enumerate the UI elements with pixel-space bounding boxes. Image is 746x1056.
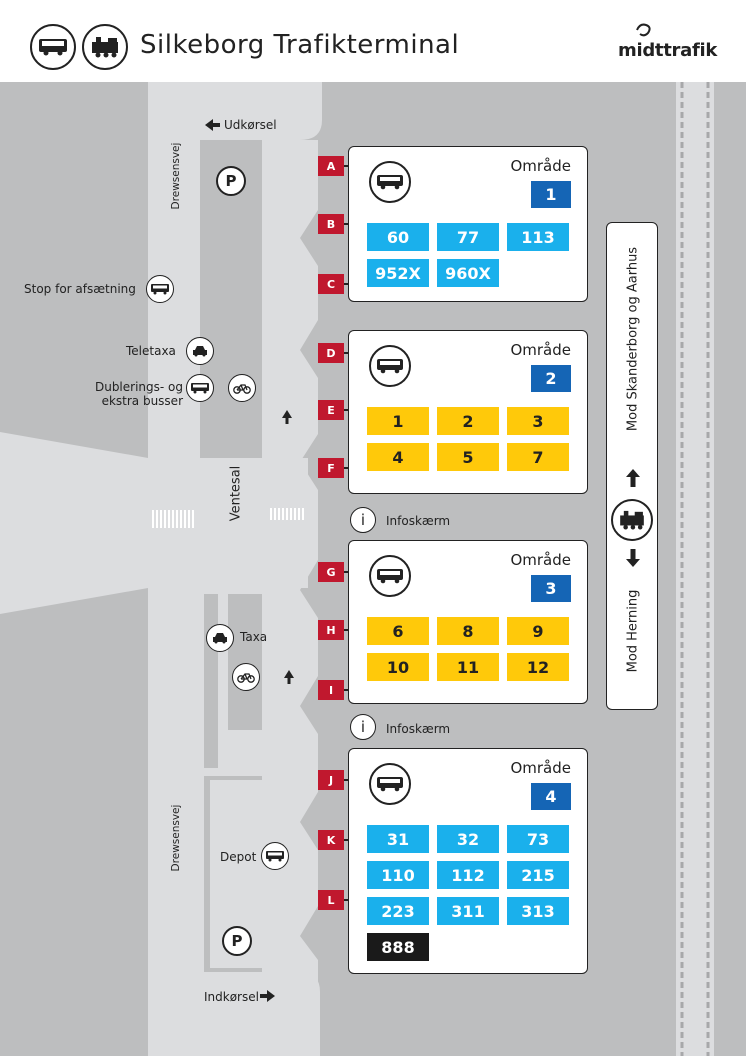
stop-f: F xyxy=(318,458,344,478)
taxi-icon xyxy=(206,624,234,652)
bus-icon xyxy=(146,275,174,303)
direction-north-label: Mod Skanderborg og Aarhus xyxy=(625,246,641,432)
midttrafik-logo-icon xyxy=(634,22,654,38)
info-screen-label: Infoskærm xyxy=(386,722,451,736)
bus-icon xyxy=(369,161,411,203)
train-icon xyxy=(611,499,653,541)
area-panel-4 xyxy=(348,748,588,974)
waiting-hall-label: Ventesal xyxy=(228,465,244,522)
route-4: 4 xyxy=(367,443,429,471)
route-5: 5 xyxy=(437,443,499,471)
route-12: 12 xyxy=(507,653,569,681)
route-60: 60 xyxy=(367,223,429,251)
route-313: 313 xyxy=(507,897,569,925)
route-73: 73 xyxy=(507,825,569,853)
teletaxa-label: Teletaxa xyxy=(126,344,176,358)
exit-label: Udkørsel xyxy=(224,118,277,132)
direction-south-label: Mod Herning xyxy=(625,589,641,673)
route-112: 112 xyxy=(437,861,499,889)
info-icon: i xyxy=(350,714,376,740)
stop-b: B xyxy=(318,214,344,234)
bus-icon xyxy=(30,24,76,70)
route-32: 32 xyxy=(437,825,499,853)
stop-c: C xyxy=(318,274,344,294)
train-icon xyxy=(82,24,128,70)
bus-icon xyxy=(369,345,411,387)
stop-d: D xyxy=(318,343,344,363)
info-screen-label: Infoskærm xyxy=(386,514,451,528)
entry-label: Indkørsel xyxy=(204,990,259,1004)
route-110: 110 xyxy=(367,861,429,889)
stop-a: A xyxy=(318,156,344,176)
stop-i: I xyxy=(318,680,344,700)
parking-icon: P xyxy=(216,166,246,196)
area-label: Område xyxy=(510,157,571,175)
route-311: 311 xyxy=(437,897,499,925)
route-960x: 960X xyxy=(437,259,499,287)
stop-e: E xyxy=(318,400,344,420)
route-2: 2 xyxy=(437,407,499,435)
stop-h: H xyxy=(318,620,344,640)
route-952x: 952X xyxy=(367,259,429,287)
route-888: 888 xyxy=(367,933,429,961)
depot-label: Depot xyxy=(220,850,257,864)
route-77: 77 xyxy=(437,223,499,251)
taxi-icon xyxy=(186,337,214,365)
bus-icon xyxy=(261,842,289,870)
area-label: Område xyxy=(510,551,571,569)
stop-j: J xyxy=(318,770,344,790)
dropoff-label: Stop for afsætning xyxy=(24,282,136,296)
area-number: 4 xyxy=(531,783,571,810)
route-11: 11 xyxy=(437,653,499,681)
area-label: Område xyxy=(510,341,571,359)
area-number: 3 xyxy=(531,575,571,602)
route-6: 6 xyxy=(367,617,429,645)
area-number: 1 xyxy=(531,181,571,208)
bicycle-icon xyxy=(232,663,260,691)
parking-icon: P xyxy=(222,926,252,956)
route-3: 3 xyxy=(507,407,569,435)
down-arrow-icon xyxy=(625,549,641,567)
area-panel-1 xyxy=(348,146,588,302)
stop-g: G xyxy=(318,562,344,582)
route-7: 7 xyxy=(507,443,569,471)
area-panel-2 xyxy=(348,330,588,494)
taxa-label: Taxa xyxy=(240,630,268,644)
stop-k: K xyxy=(318,830,344,850)
train-direction-box xyxy=(606,222,658,710)
up-arrow-icon xyxy=(625,469,641,487)
route-215: 215 xyxy=(507,861,569,889)
area-label: Område xyxy=(510,759,571,777)
info-icon: i xyxy=(350,507,376,533)
street-label-top: Drewsensvej xyxy=(170,142,182,210)
stop-l: L xyxy=(318,890,344,910)
route-113: 113 xyxy=(507,223,569,251)
bicycle-icon xyxy=(228,374,256,402)
route-1: 1 xyxy=(367,407,429,435)
logo: midttrafik xyxy=(618,40,718,61)
area-panel-3 xyxy=(348,540,588,704)
extra-buses-label: Dublerings- og ekstra busser xyxy=(94,380,183,408)
page-title: Silkeborg Trafikterminal xyxy=(140,30,460,60)
bus-icon xyxy=(369,763,411,805)
route-223: 223 xyxy=(367,897,429,925)
route-8: 8 xyxy=(437,617,499,645)
bus-icon xyxy=(186,374,214,402)
route-9: 9 xyxy=(507,617,569,645)
area-number: 2 xyxy=(531,365,571,392)
bus-icon xyxy=(369,555,411,597)
route-10: 10 xyxy=(367,653,429,681)
route-31: 31 xyxy=(367,825,429,853)
street-label-bottom: Drewsensvej xyxy=(170,804,182,872)
